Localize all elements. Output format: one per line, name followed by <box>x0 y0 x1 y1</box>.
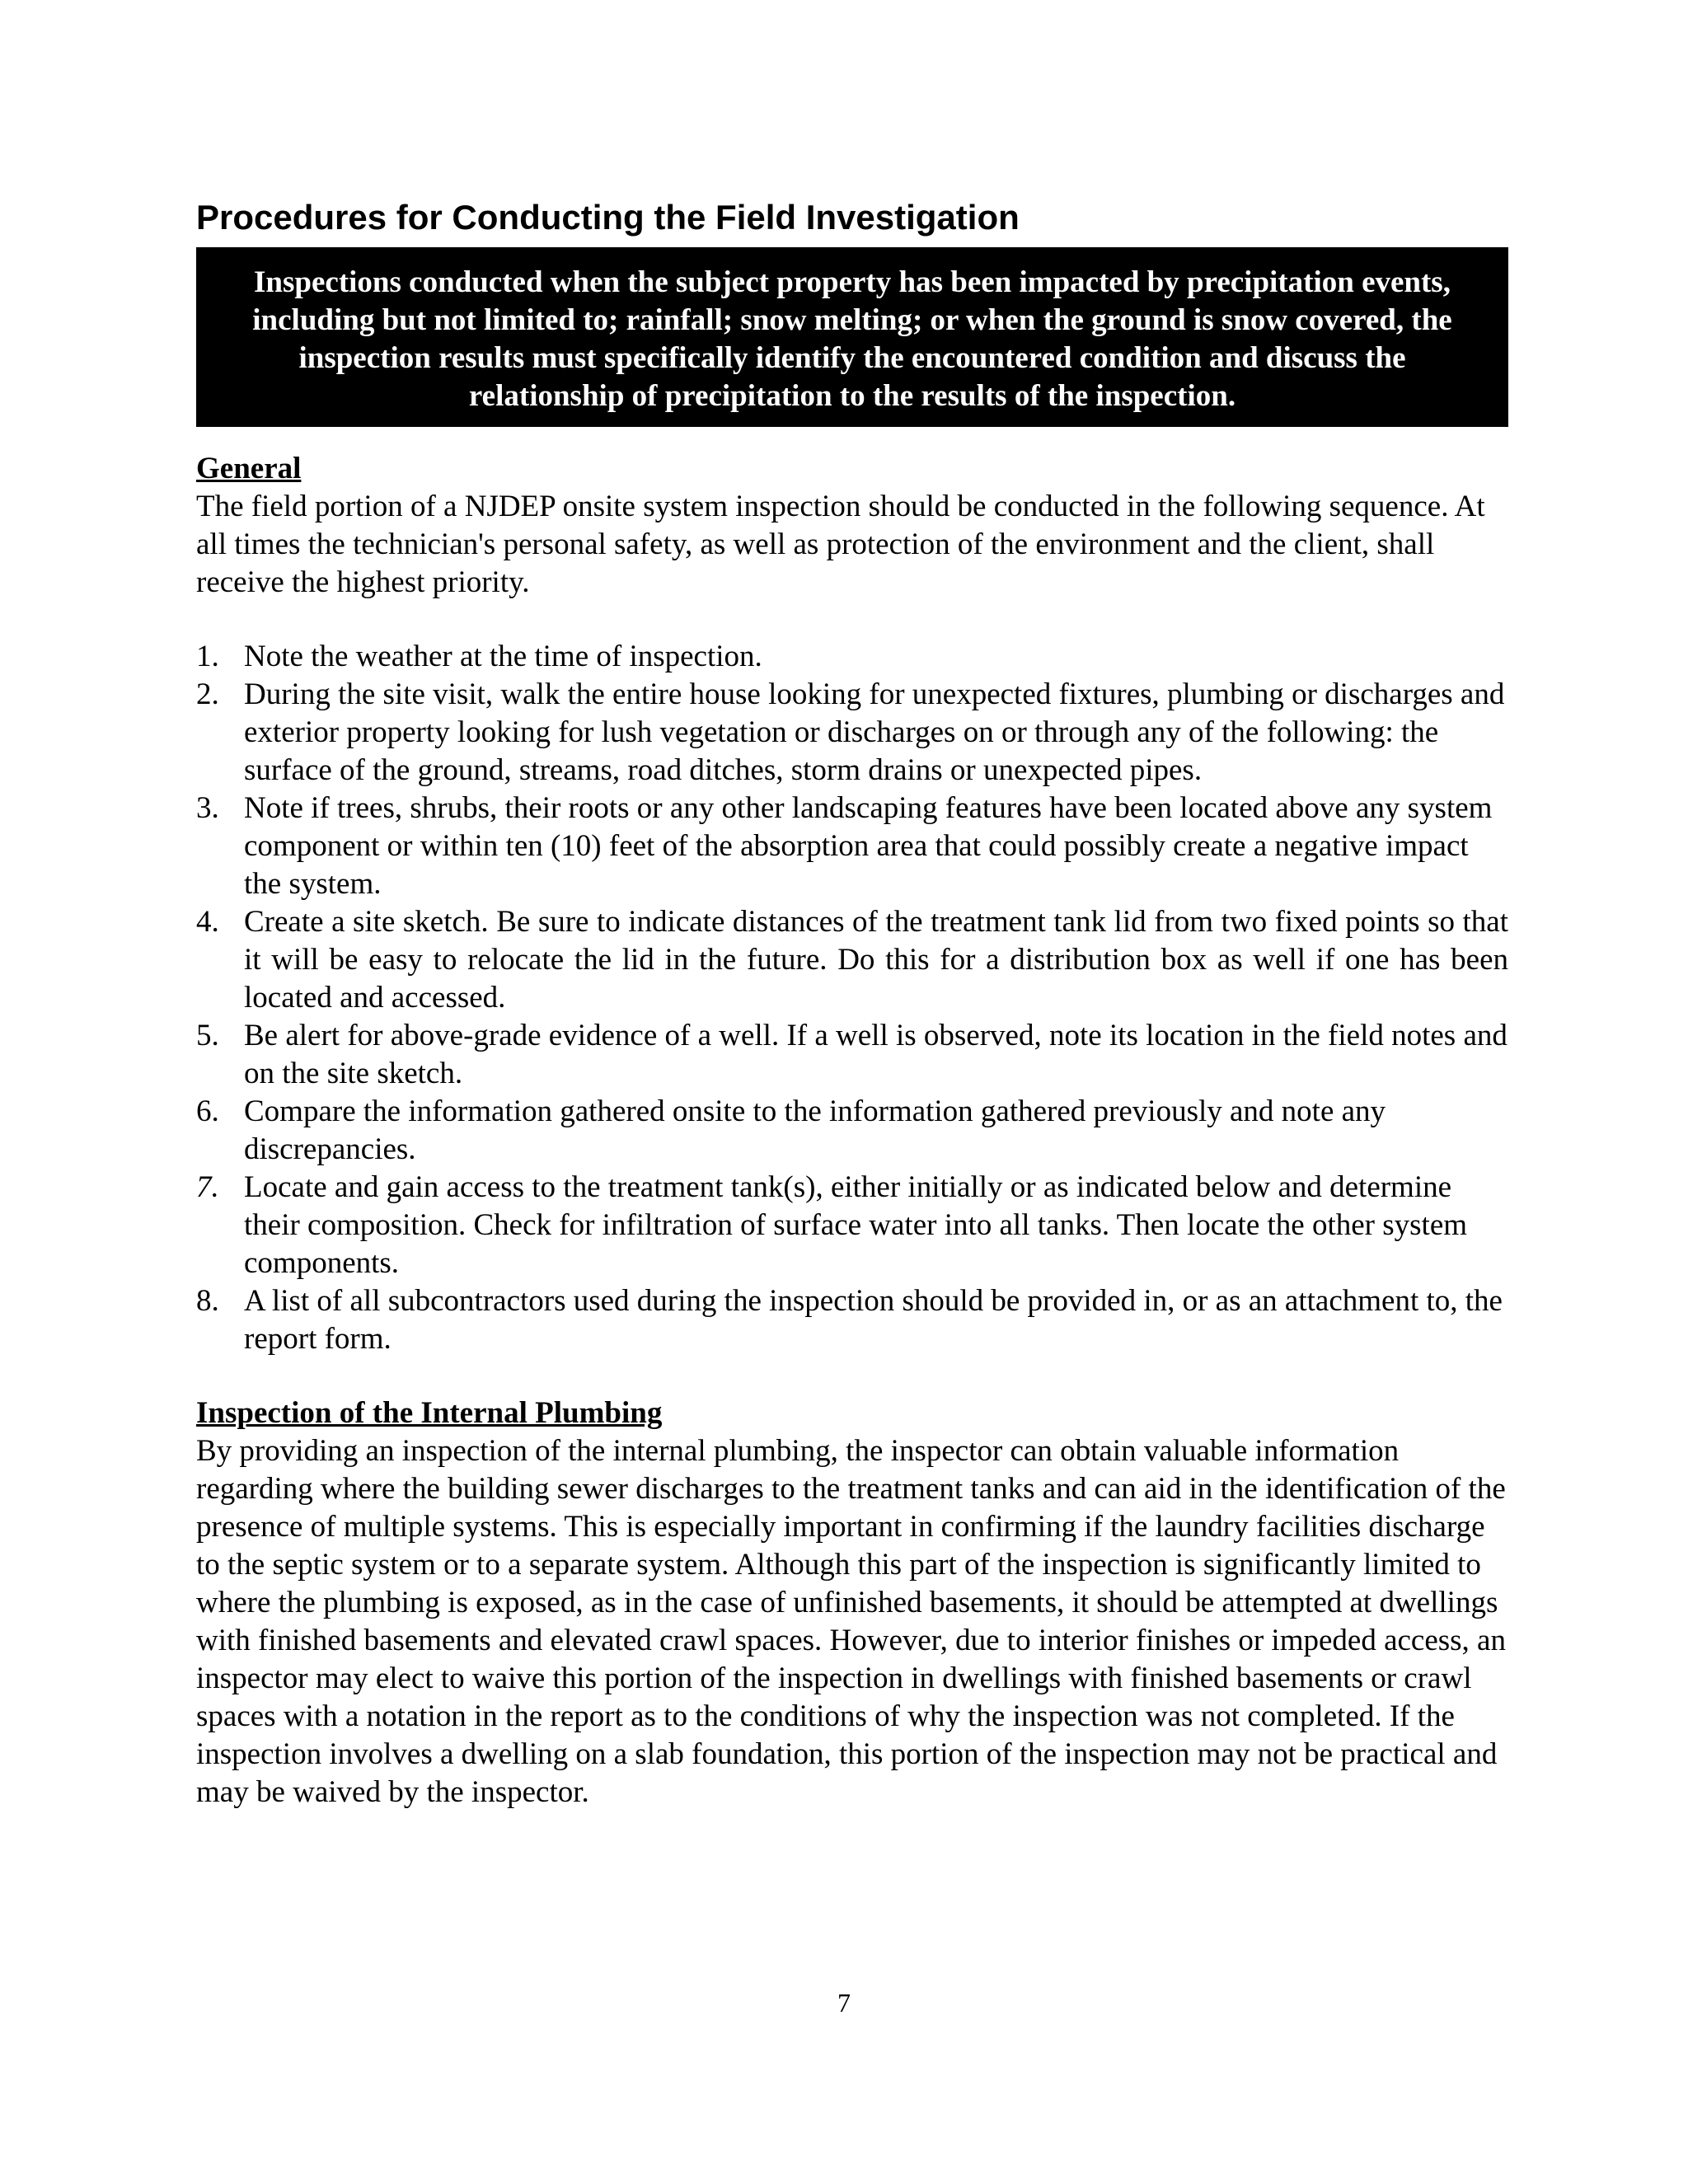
internal-plumbing-paragraph: By providing an inspection of the internal plumbing, the inspector can obtain valuable information regarding where the building sewer discharges to the treatment tanks and can aid in the identification of the presence of multiple systems. This is especially important in confirming if the laundry facilities discharge to the septic system or to a separate system. Although this part of the inspection is significantly limited to where the plumbing is exposed, as in the case of unfinished basements, it should be attempted at dwellings with finished basements and elevated crawl spaces. However, due to interior finishes or impeded access, an inspector may elect to waive this portion of the inspection in dwellings with finished basements or crawl spaces with a notation in the report as to the conditions of why the inspection was not completed. If the inspection involves a dwelling on a slab foundation, this portion of the inspection may not be practical and may be waived by the inspector. <box>196 1434 1506 1809</box>
list-item-text: Compare the information gathered onsite to the information gathered previously and note any discrepancies. <box>244 1094 1386 1166</box>
general-intro-paragraph: The field portion of a NJDEP onsite system inspection should be conducted in the following sequence. At all times the technician's personal safety, as well as protection of the environment and the client, shall receive the highest priority. <box>196 490 1485 599</box>
list-item-text: Note if trees, shrubs, their roots or any other landscaping features have been located above any system component or within ten (10) feet of the absorption area that could possibly create a negative impact the system. <box>244 791 1493 901</box>
list-item-number: 5. <box>196 1019 219 1052</box>
list-item-number: 4. <box>196 905 219 939</box>
list-item-text: During the site visit, walk the entire house looking for unexpected fixtures, plumbing or discharges and exterior property looking for lush vegetation or discharges on or through any of the following: the surface of the ground, streams, road ditches, storm drains or unexpected pipes. <box>244 677 1505 787</box>
internal-plumbing-heading: Inspection of the Internal Plumbing <box>196 1396 663 1430</box>
precipitation-notice-box: Inspections conducted when the subject property has been impacted by precipitation events, including but not limited to; rainfall; snow melting; or when the ground is snow covered, the inspection results must specifically identify the encountered condition and discuss the relationship of precipitation to the results of the inspection. <box>196 247 1508 427</box>
list-item <box>196 1093 1508 1169</box>
inspection-steps-list <box>196 638 1508 1358</box>
general-section <box>196 450 1508 1358</box>
list-item <box>196 1282 1508 1358</box>
list-item-number: 8. <box>196 1284 219 1318</box>
internal-plumbing-section <box>196 1394 1508 1811</box>
list-item-text: Create a site sketch. Be sure to indicate distances of the treatment tank lid from two fixed points so that it will be easy to relocate the lid in the future. Do this for a distribution box as well if one has been located and accessed. <box>244 905 1508 1015</box>
list-item-text: Note the weather at the time of inspection. <box>244 640 762 673</box>
list-item-number: 2. <box>196 677 219 711</box>
list-item-text: Locate and gain access to the treatment tank(s), either initially or as indicated below and determine their composition. Check for infiltration of surface water into all tanks. Then locate the other system components. <box>244 1170 1468 1280</box>
list-item <box>196 1017 1508 1093</box>
list-item-number: 7. <box>196 1170 219 1204</box>
general-heading: General <box>196 452 302 485</box>
page-number: 7 <box>837 1988 851 2018</box>
list-item <box>196 790 1508 903</box>
list-item-number: 6. <box>196 1094 219 1128</box>
list-item-text: Be alert for above-grade evidence of a well. If a well is observed, note its location in the field notes and on the site sketch. <box>244 1019 1507 1090</box>
list-item-text: A list of all subcontractors used during the inspection should be provided in, or as an attachment to, the report form. <box>244 1284 1503 1356</box>
page-title: Procedures for Conducting the Field Investigation <box>196 198 1020 237</box>
document-page <box>196 196 1508 1811</box>
list-item-number: 1. <box>196 640 219 673</box>
list-item <box>196 903 1508 1017</box>
list-item <box>196 1169 1508 1282</box>
list-item <box>196 638 1508 676</box>
list-item-number: 3. <box>196 791 219 825</box>
list-item <box>196 676 1508 790</box>
